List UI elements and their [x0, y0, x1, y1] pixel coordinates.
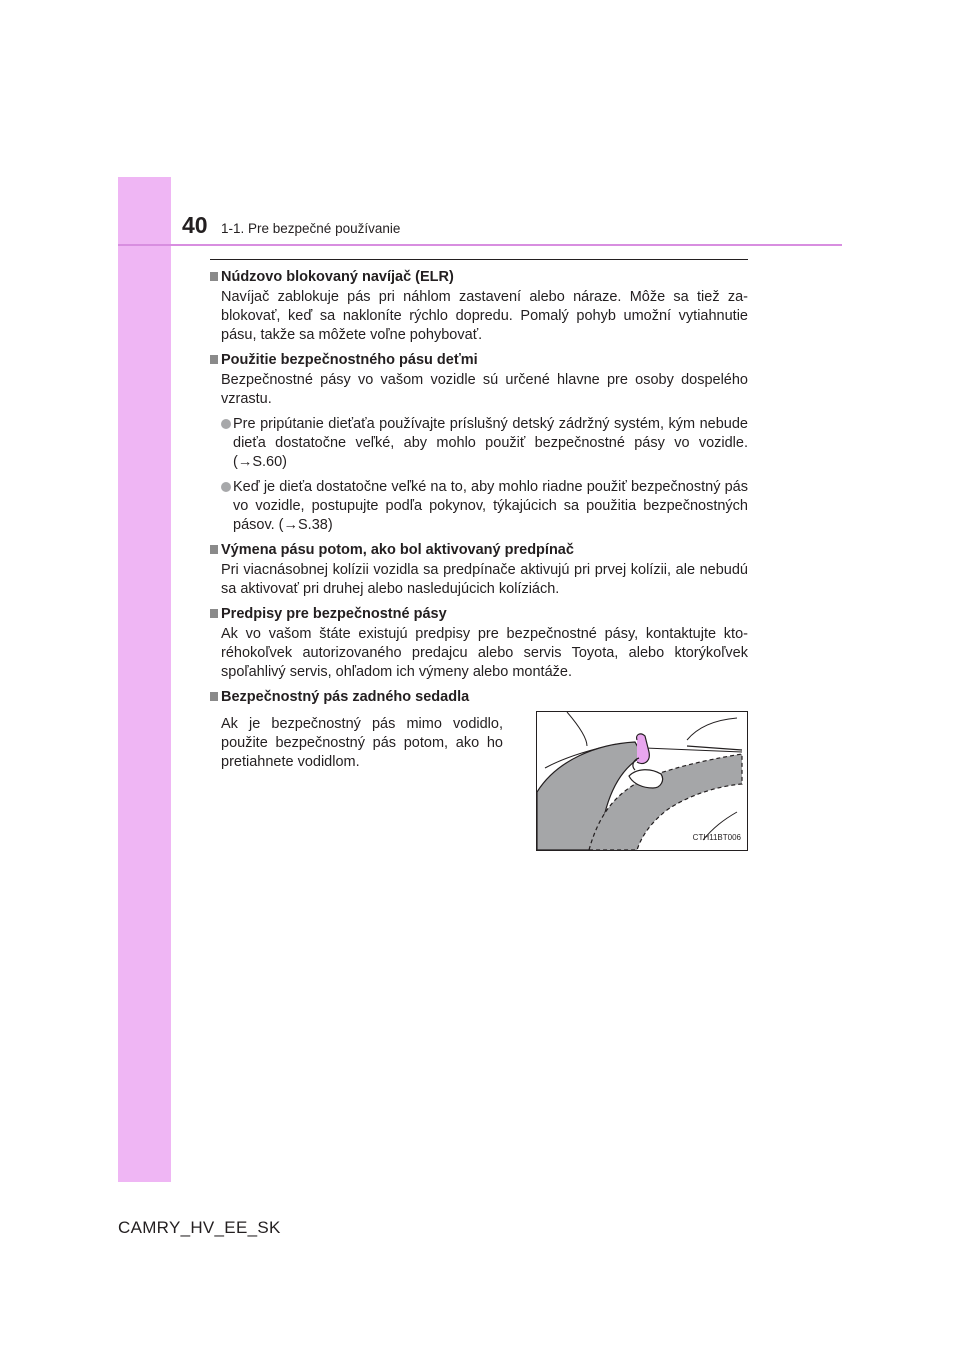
bullet-item: Pre pripútanie dieťaťa používajte príslušný detský zádržný systém, kým nebude dieťa dostatočne veľké, aby mohlo použiť bezpečnostné pásy vo vozidle. (→S.60) — [221, 415, 748, 472]
circle-bullet-icon — [221, 419, 231, 429]
square-bullet-icon — [210, 545, 218, 554]
section-paragraph: Ak je bezpečnostný pás mimo vodidlo, použite bezpečnostný pás potom, ako ho pretiahnete vodidlom. — [221, 716, 503, 770]
seat-outline-line — [687, 746, 742, 750]
section-paragraph: Ak vo vašom štáte existujú predpisy pre bezpečnostné pásy, kontaktujte ktoréhokoľvek autorizovaného predajcu alebo servis Toyota, alebo ktorýkoľvek spoľahlivý servis, ohľadom ich výmeny alebo montáže. — [221, 626, 748, 680]
figure-row — [221, 708, 748, 851]
section-paragraph: Pri viacnásobnej kolízii vozidla sa predpínače aktivujú pri prvej kolízii, ale nebudú sa aktivovať pri druhej alebo nasledujúcich kolíziách. — [221, 562, 748, 597]
content-body — [210, 268, 748, 851]
section-title: 1-1. Pre bezpečné používanie — [221, 221, 401, 236]
seatbelt-guide-illustration — [536, 711, 748, 851]
page-number: 40 — [182, 212, 208, 238]
section-heading: Núdzovo blokovaný navíjač (ELR) — [210, 268, 748, 287]
section-paragraph: Navíjač zablokuje pás pri náhlom zastavení alebo náraze. Môže sa tiež zablokovať, keď sa nakloníte rýchlo dopredu. Pomalý pohyb umožní vytiahnutie pásu, takže sa môžete voľne pohybovať. — [221, 289, 748, 343]
sidebar-tab — [118, 177, 171, 1182]
figure-code: CTH11BT006 — [692, 833, 741, 842]
circle-bullet-icon — [221, 482, 231, 492]
footer-model: CAMRY_HV_EE_SK — [118, 1218, 281, 1237]
bullet-item: Keď je dieťa dostatočne veľké na to, aby mohlo riadne použiť bezpečnostný pás vo vozidle, postupujte podľa pokynov, týkajúcich sa použitia bezpečnostných pásov. (→S.38) — [221, 478, 748, 535]
content-rule — [210, 259, 748, 260]
square-bullet-icon — [210, 609, 218, 618]
square-bullet-icon — [210, 355, 218, 364]
section-heading: Predpisy pre bezpečnostné pásy — [210, 605, 748, 624]
header-rule — [118, 244, 842, 246]
seat-outline-line — [567, 712, 587, 746]
seat-outline-line — [687, 718, 737, 740]
square-bullet-icon — [210, 272, 218, 281]
square-bullet-icon — [210, 692, 218, 701]
section-paragraph: Bezpečnostné pásy vo vašom vozidle sú určené hlavne pre osoby dospelého vzrastu. — [221, 372, 748, 407]
section-heading: Bezpečnostný pás zadného sedadla — [210, 688, 748, 707]
seatbelt-guide — [637, 734, 650, 764]
section-heading: Použitie bezpečnostného pásu deťmi — [210, 351, 748, 370]
section-heading: Výmena pásu potom, ako bol aktivovaný predpínač — [210, 541, 748, 560]
